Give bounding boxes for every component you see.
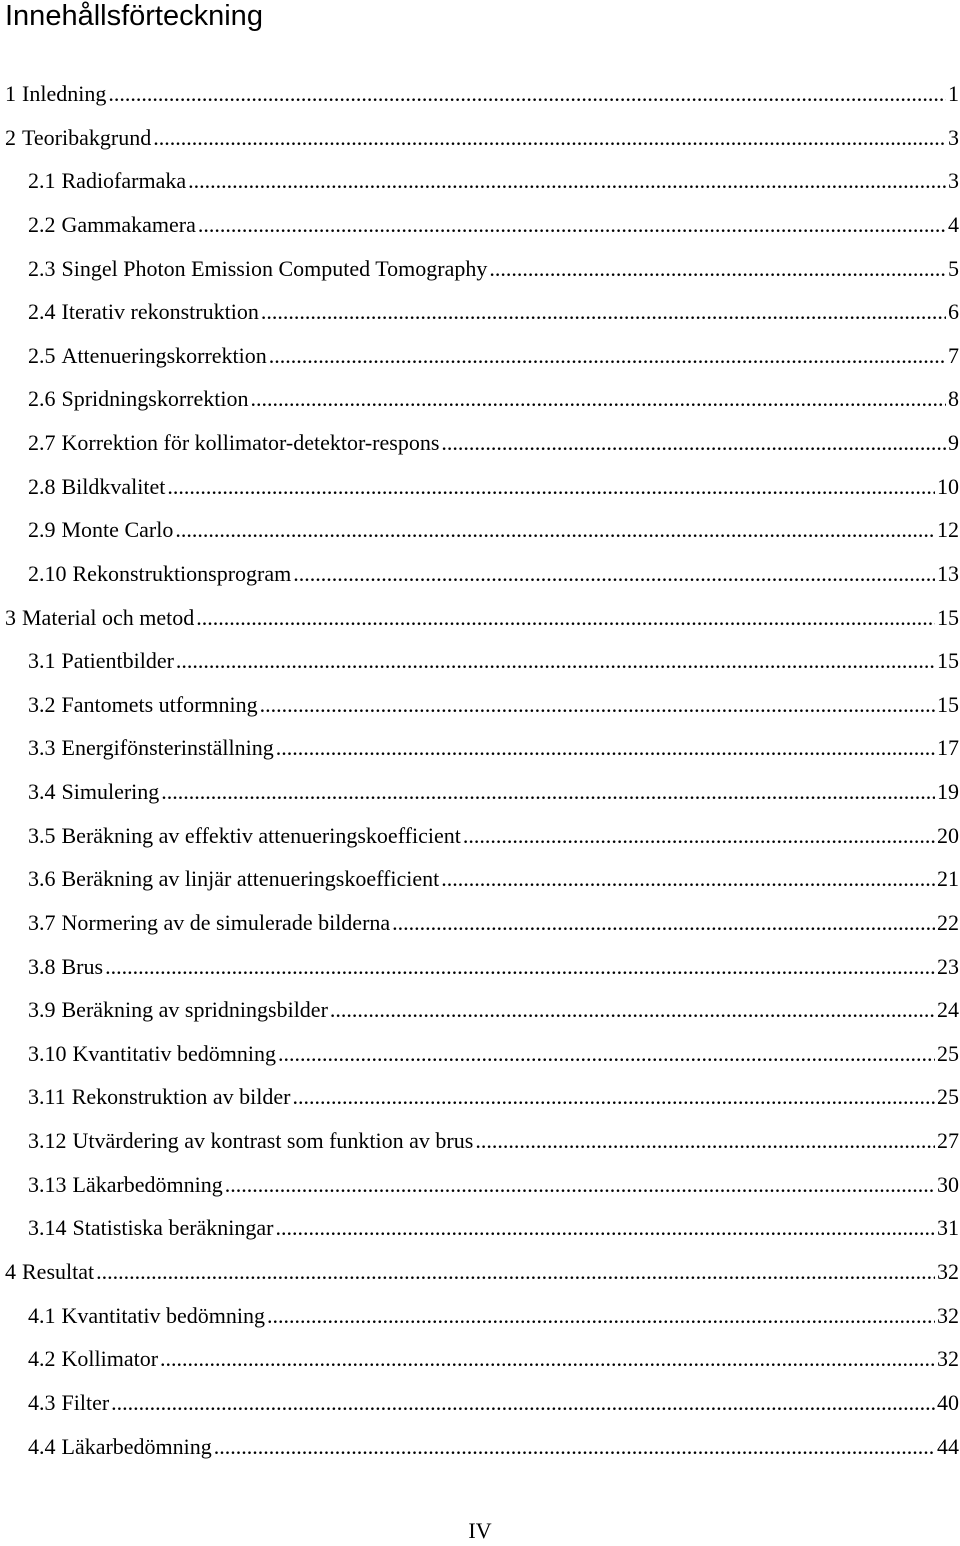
toc-entry[interactable] — [28, 210, 959, 240]
toc-dot-leader — [108, 79, 946, 109]
toc-entry[interactable] — [5, 1257, 959, 1287]
toc-entry[interactable] — [28, 1213, 959, 1243]
toc-entry-page: 40 — [937, 1390, 959, 1415]
toc-entry-title: Beräkning av effektiv attenueringskoefficient — [61, 823, 461, 848]
toc-entry-number: 3.2 — [28, 692, 56, 717]
toc-entry-page: 44 — [937, 1434, 959, 1459]
toc-dot-leader — [269, 341, 946, 371]
toc-entry[interactable] — [28, 690, 959, 720]
toc-entry-number: 2.3 — [28, 256, 56, 281]
toc-entry-title: Spridningskorrektion — [61, 386, 249, 411]
toc-entry-title: Utvärdering av kontrast som funktion av brus — [72, 1128, 474, 1153]
toc-dot-leader — [441, 864, 935, 894]
toc-entry-title: Teoribakgrund — [22, 125, 152, 150]
toc-entry-page: 7 — [948, 343, 959, 368]
toc-entry[interactable] — [5, 603, 959, 633]
toc-entry-title: Patientbilder — [61, 648, 174, 673]
toc-dot-leader — [463, 821, 935, 851]
toc-entry-page: 17 — [937, 735, 959, 760]
toc-entry-page: 3 — [948, 168, 959, 193]
toc-entry-page: 31 — [937, 1215, 959, 1240]
toc-entry-title: Rekonstruktion av bilder — [71, 1084, 291, 1109]
toc-dot-leader — [188, 166, 946, 196]
toc-entry-number: 2.5 — [28, 343, 56, 368]
toc-entry-number: 3.11 — [28, 1084, 66, 1109]
toc-entry-number: 3.13 — [28, 1172, 67, 1197]
toc-entry-number: 2.9 — [28, 517, 56, 542]
toc-entry-number: 4.1 — [28, 1303, 56, 1328]
toc-entry-page: 4 — [948, 212, 959, 237]
toc-entry-title: Simulering — [61, 779, 160, 804]
toc-entry-title: Kollimator — [61, 1346, 159, 1371]
toc-entry-title: Läkarbedömning — [72, 1172, 223, 1197]
toc-entry-number: 4.2 — [28, 1346, 56, 1371]
toc-entry[interactable] — [28, 559, 959, 589]
toc-entry-page: 15 — [937, 605, 959, 630]
toc-entry[interactable] — [28, 821, 959, 851]
toc-entry-title: Radiofarmaka — [61, 168, 187, 193]
toc-entry[interactable] — [28, 515, 959, 545]
toc-dot-leader — [160, 1344, 935, 1374]
toc-entry[interactable] — [5, 123, 959, 153]
toc-entry-number: 3 — [5, 605, 16, 630]
toc-dot-leader — [111, 1388, 935, 1418]
toc-entry-number: 3.1 — [28, 648, 56, 673]
toc-entry-number: 2.8 — [28, 474, 56, 499]
toc-entry-number: 2.4 — [28, 299, 56, 324]
toc-entry-title: Kvantitativ bedömning — [61, 1303, 265, 1328]
toc-entry-page: 19 — [937, 779, 959, 804]
toc-entry-title: Beräkning av linjär attenueringskoefficient — [61, 866, 440, 891]
toc-entry[interactable] — [28, 1082, 959, 1112]
toc-dot-leader — [276, 733, 935, 763]
toc-entry[interactable] — [28, 1301, 959, 1331]
toc-entry-number: 2.1 — [28, 168, 56, 193]
toc-entry-number: 2 — [5, 125, 16, 150]
toc-entry-number: 4 — [5, 1259, 16, 1284]
toc-entry[interactable] — [28, 428, 959, 458]
toc-entry[interactable] — [28, 384, 959, 414]
toc-entry-page: 25 — [937, 1084, 959, 1109]
toc-dot-leader — [225, 1170, 935, 1200]
toc-entry-page: 25 — [937, 1041, 959, 1066]
toc-entry-page: 10 — [937, 474, 959, 499]
toc-entry[interactable] — [28, 908, 959, 938]
toc-entry-title: Energifönsterinställning — [61, 735, 274, 760]
toc-entry[interactable] — [28, 864, 959, 894]
toc-entry-number: 4.4 — [28, 1434, 56, 1459]
toc-entry-title: Filter — [61, 1390, 110, 1415]
toc-entry[interactable] — [28, 646, 959, 676]
toc-entry-page: 9 — [948, 430, 959, 455]
toc-dot-leader — [96, 1257, 935, 1287]
toc-dot-leader — [105, 952, 935, 982]
toc-entry-title: Statistiska beräkningar — [72, 1215, 274, 1240]
toc-entry-number: 3.6 — [28, 866, 56, 891]
toc-entry[interactable] — [28, 733, 959, 763]
toc-entry-number: 3.3 — [28, 735, 56, 760]
toc-entry-number: 2.2 — [28, 212, 56, 237]
toc-entry-number: 3.12 — [28, 1128, 67, 1153]
toc-entry[interactable] — [28, 1039, 959, 1069]
toc-entry-number: 3.10 — [28, 1041, 67, 1066]
toc-entry[interactable] — [5, 79, 959, 109]
toc-entry-number: 3.5 — [28, 823, 56, 848]
toc-entry-page: 15 — [937, 692, 959, 717]
toc-dot-leader — [167, 472, 935, 502]
toc-dot-leader — [392, 908, 935, 938]
toc-dot-leader — [260, 690, 935, 720]
toc-heading: Innehållsförteckning — [5, 0, 263, 32]
toc-entry-page: 27 — [937, 1128, 959, 1153]
toc-entry[interactable] — [28, 1432, 959, 1462]
toc-dot-leader — [153, 123, 946, 153]
toc-entry-title: Resultat — [22, 1259, 95, 1284]
toc-entry-title: Korrektion för kollimator-detektor-respons — [61, 430, 440, 455]
toc-dot-leader — [198, 210, 946, 240]
toc-dot-leader — [276, 1213, 935, 1243]
toc-entry-page: 3 — [948, 125, 959, 150]
toc-entry-number: 3.4 — [28, 779, 56, 804]
toc-entry[interactable] — [28, 1388, 959, 1418]
toc-entry[interactable] — [28, 166, 959, 196]
toc-entry-title: Gammakamera — [61, 212, 196, 237]
toc-entry-title: Normering av de simulerade bilderna — [61, 910, 391, 935]
toc-entry-page: 30 — [937, 1172, 959, 1197]
toc-dot-leader — [489, 254, 946, 284]
toc-entry-page: 23 — [937, 954, 959, 979]
toc-entry-title: Brus — [61, 954, 104, 979]
toc-entry[interactable] — [28, 472, 959, 502]
toc-entry-number: 3.14 — [28, 1215, 67, 1240]
toc-entry-number: 4.3 — [28, 1390, 56, 1415]
toc-entry-page: 32 — [937, 1303, 959, 1328]
toc-entry-title: Rekonstruktionsprogram — [72, 561, 292, 586]
toc-dot-leader — [214, 1432, 935, 1462]
toc-entry-page: 13 — [937, 561, 959, 586]
toc-entry[interactable] — [28, 952, 959, 982]
toc-dot-leader — [176, 646, 935, 676]
toc-entry-title: Monte Carlo — [61, 517, 174, 542]
toc-entry-title: Iterativ rekonstruktion — [61, 299, 259, 324]
toc-entry[interactable] — [28, 341, 959, 371]
toc-dot-leader — [475, 1126, 935, 1156]
toc-dot-leader — [330, 995, 935, 1025]
toc-dot-leader — [161, 777, 935, 807]
toc-dot-leader — [196, 603, 935, 633]
toc-entry-page: 5 — [948, 256, 959, 281]
toc-entry-title: Material och metod — [22, 605, 195, 630]
toc-dot-leader — [175, 515, 935, 545]
toc-entry-title: Attenueringskorrektion — [61, 343, 267, 368]
toc-entry-page: 22 — [937, 910, 959, 935]
toc-entry-page: 1 — [948, 81, 959, 106]
toc-entry-number: 2.6 — [28, 386, 56, 411]
page-number: IV — [468, 1518, 492, 1543]
toc-entry-number: 3.9 — [28, 997, 56, 1022]
toc-entry-number: 2.10 — [28, 561, 67, 586]
toc-dot-leader — [293, 559, 935, 589]
toc-entry-page: 32 — [937, 1346, 959, 1371]
toc-dot-leader — [251, 384, 947, 414]
toc-dot-leader — [267, 1301, 935, 1331]
toc-entry-title: Bildkvalitet — [61, 474, 166, 499]
toc-entry-page: 6 — [948, 299, 959, 324]
toc-entry[interactable] — [28, 777, 959, 807]
toc-entry-page: 32 — [937, 1259, 959, 1284]
toc-entry-title: Läkarbedömning — [61, 1434, 212, 1459]
toc-entry[interactable] — [28, 1126, 959, 1156]
toc-dot-leader — [278, 1039, 935, 1069]
toc-entry-number: 3.7 — [28, 910, 56, 935]
toc-entry[interactable] — [28, 254, 959, 284]
toc-entry[interactable] — [28, 1344, 959, 1374]
toc-entry-title: Inledning — [22, 81, 107, 106]
toc-entry-page: 8 — [948, 386, 959, 411]
toc-entry-title: Fantomets utformning — [61, 692, 258, 717]
toc-entry[interactable] — [28, 297, 959, 327]
toc-entry-title: Beräkning av spridningsbilder — [61, 997, 328, 1022]
toc-entry-page: 12 — [937, 517, 959, 542]
toc-entry[interactable] — [28, 995, 959, 1025]
toc-entry-page: 20 — [937, 823, 959, 848]
toc-entry-page: 21 — [937, 866, 959, 891]
toc-entry-title: Kvantitativ bedömning — [72, 1041, 276, 1066]
toc-entry-number: 3.8 — [28, 954, 56, 979]
toc-dot-leader — [261, 297, 946, 327]
toc-entry-number: 1 — [5, 81, 16, 106]
toc-entry-page: 15 — [937, 648, 959, 673]
toc-dot-leader — [292, 1082, 935, 1112]
toc-entry-page: 24 — [937, 997, 959, 1022]
toc-entry-title: Singel Photon Emission Computed Tomography — [61, 256, 488, 281]
toc-dot-leader — [441, 428, 946, 458]
toc-entry-number: 2.7 — [28, 430, 56, 455]
toc-entry[interactable] — [28, 1170, 959, 1200]
